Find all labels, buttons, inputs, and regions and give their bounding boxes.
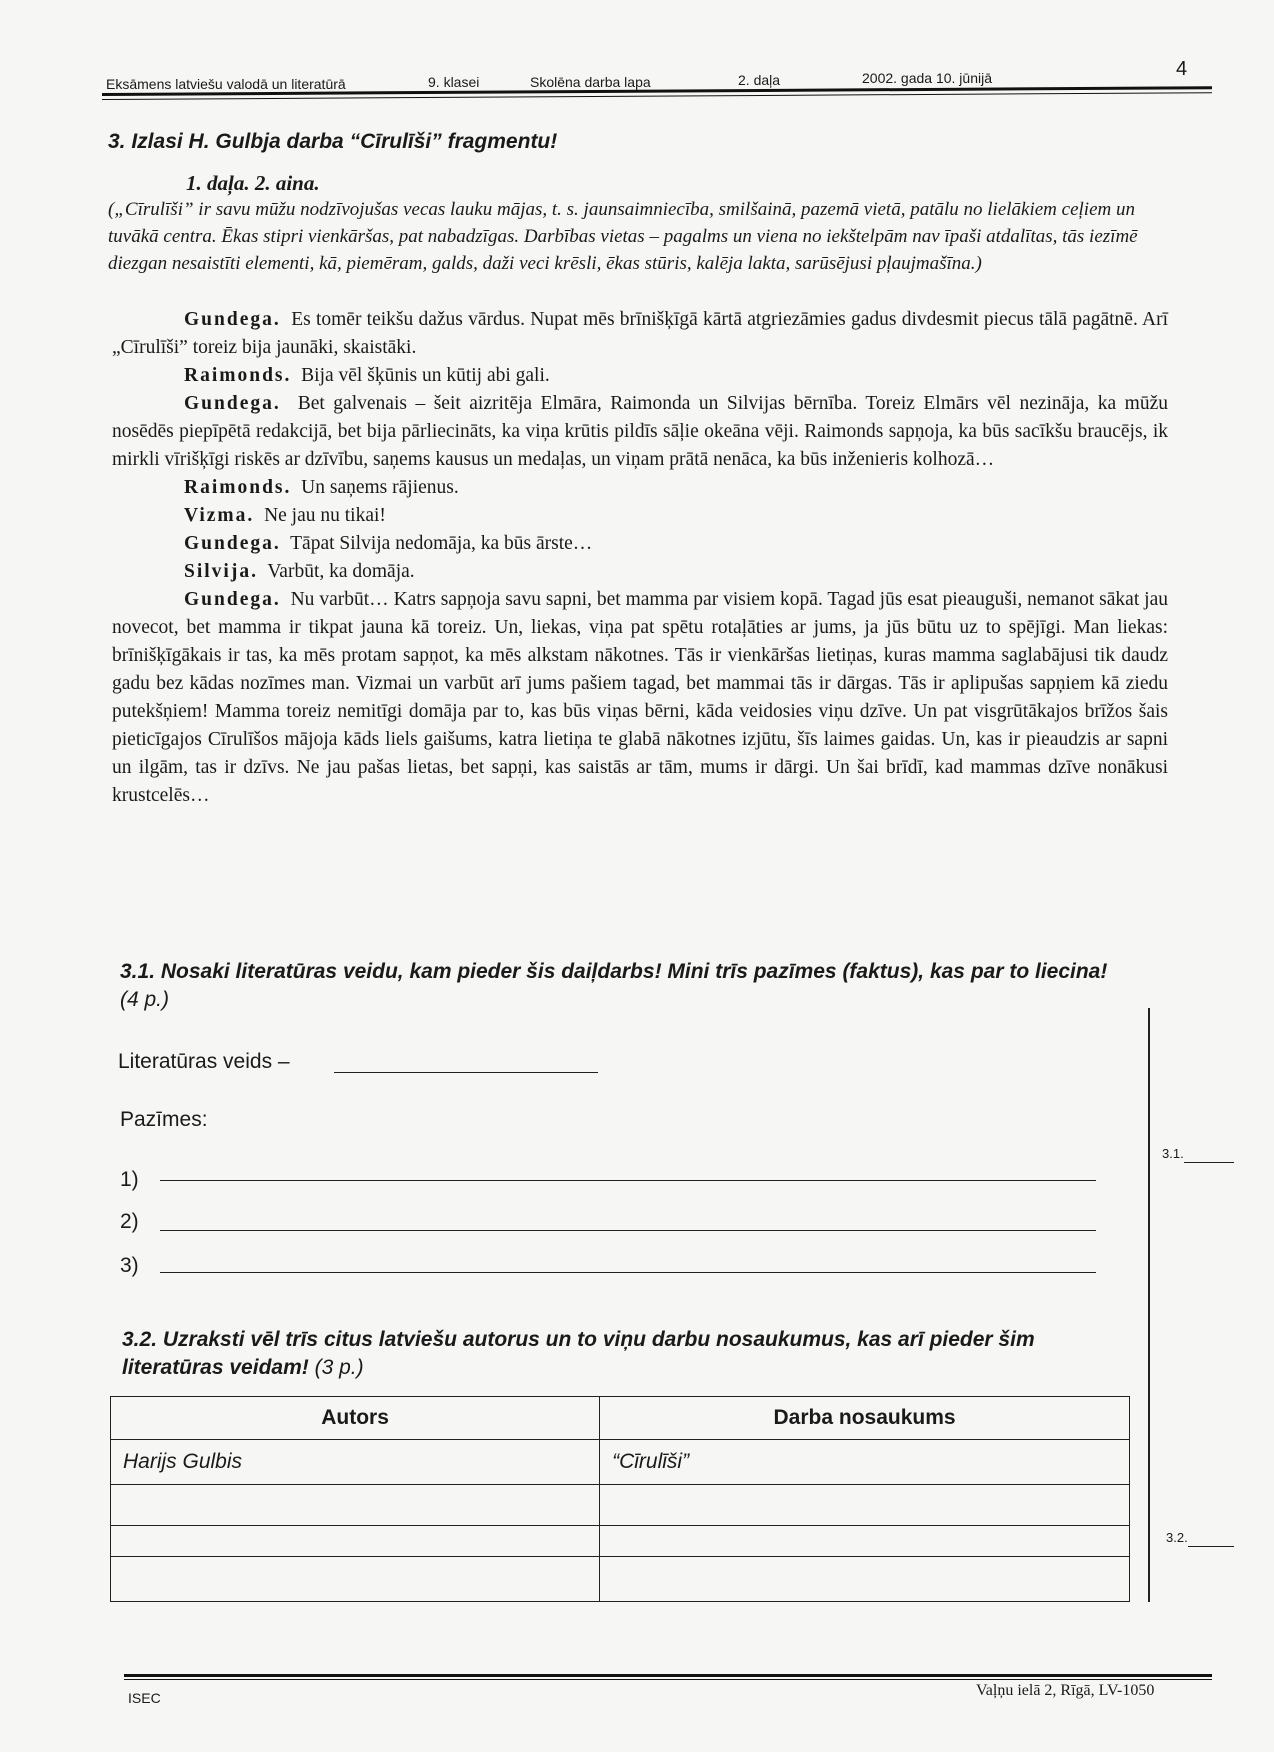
features-label: Pazīmes: [120, 1108, 208, 1131]
dialogue-line [112, 362, 1168, 390]
line-text: Bija vēl šķūnis un kūtij abi gali. [301, 365, 550, 386]
genre-label: Literatūras veids – [118, 1050, 290, 1073]
author-cell[interactable] [111, 1526, 600, 1557]
feature-answer-line-2[interactable] [160, 1230, 1096, 1231]
dialogue-line [112, 306, 1168, 362]
column-header-author: Autors [111, 1397, 600, 1440]
score-box-3-1[interactable] [1184, 1162, 1234, 1163]
work-cell[interactable]: “Cīrulīši” [600, 1440, 1130, 1485]
line-text: Ne jau nu tikai! [264, 505, 386, 526]
feature-answer-line-1[interactable] [160, 1180, 1096, 1181]
table-row [111, 1485, 1130, 1526]
question-text: 3.2. Uzraksti vēl trīs citus latviešu autorus un to viņu darbu nosaukumus, kas arī pieder šim literatūras veidam! [122, 1328, 1035, 1379]
play-excerpt [112, 306, 1168, 810]
dialogue-line [112, 502, 1168, 530]
footer-rule-thin [124, 1679, 1212, 1680]
line-text: Varbūt, ka domāja. [267, 561, 415, 582]
table-row [111, 1557, 1130, 1602]
line-text: Tāpat Silvija nedomāja, ka būs ārste… [290, 533, 593, 554]
author-cell[interactable] [111, 1557, 600, 1602]
header-date: 2002. gada 10. jūnijā [862, 70, 992, 86]
feature-item-2-label: 2) [120, 1210, 139, 1233]
task-title: 3. Izlasi H. Gulbja darba “Cīrulīši” fragmentu! [108, 130, 558, 153]
line-text: Un saņems rājienus. [301, 477, 459, 498]
line-text: Bet galvenais – šeit aizritēja Elmāra, Raimonda un Silvijas bērnība. Toreiz Elmārs vēl nezināja, ka mūžu nosēdēs piepīpētā redakcijā, bet bija pārliecināts, ka viņa krūtis pildīs sāļie okeāna vēji. Raimonds sapņoja, ka būs sacīkšu braucējs, ik mirkli vīrišķīgi riskēs ar dzīvību, saņems kausus un medaļas, un viņam prātā nenāca, ka būs inženieris kolhozā… [112, 393, 1168, 470]
genre-answer-line[interactable] [334, 1072, 598, 1073]
speaker: Silvija. [184, 561, 258, 582]
work-cell[interactable] [600, 1526, 1130, 1557]
speaker: Vizma. [184, 505, 255, 526]
question-text: 3.1. Nosaki literatūras veidu, kam pieder šis daiļdarbs! Mini trīs pazīmes (faktus), kas par to liecina! [120, 960, 1108, 983]
header-exam: Eksāmens latviešu valodā un literatūrā [106, 76, 346, 92]
question-3-1-title [120, 958, 1130, 1014]
feature-item-3-label: 3) [120, 1254, 139, 1277]
line-text: Nu varbūt… Katrs sapņoja savu sapni, bet mamma par visiem kopā. Tagad jūs esat pieauguši, nemanot sākat jau novecot, bet mamma ir tikpat jauna kā toreiz. Un, liekas, viņa pat spētu rotaļāties ar jums, ja jūs būtu uz to spējīgi. Man liekas: brīnišķīgākais ir tas, ka mēs protam sapņot, ka mēs alkstam nākotnes. Tās ir vienkāršas lietiņas, kuras mamma saglabājusi tik daudz gadu bez kādas nozīmes man. Vizmai un varbūt arī jums pašiem tagad, bet mammai tās ir dārgas. Tās ir aplipušas sapņiem kā ziedu putekšņiem! Mamma toreiz nemitīgi domāja par to, kas būs viņas bērni, kāda veidosies viņu dzīve. Un pat visgrūtākajos brīžos šais pieticīgajos Cīrulīšos mājoja kāds liels gaišums, katra lietiņa te glabā nākotnes izjūtu, šīs laimes gaidas. Un, kas ir pieaudzis ar sapni un ilgām, tas ir dzīvs. Ne jau pašas lietas, bet sapņi, kas saistās ar tām, mums ir dārgi. Un šai brīdī, kad mammas dzīve nonākusi krustcelēs… [112, 589, 1168, 806]
feature-answer-line-3[interactable] [160, 1272, 1096, 1273]
table-header-row [111, 1397, 1130, 1440]
speaker: Raimonds. [184, 477, 292, 498]
score-margin-rule [1148, 1008, 1150, 1602]
table-row [111, 1440, 1130, 1485]
dialogue-line [112, 558, 1168, 586]
footer-org: ISEC [128, 1690, 161, 1706]
speaker: Raimonds. [184, 365, 292, 386]
speaker: Gundega. [184, 589, 281, 610]
scene-heading: 1. daļa. 2. aina. [186, 171, 320, 195]
feature-item-1-label: 1) [120, 1168, 139, 1191]
question-3-2-title [122, 1326, 1132, 1382]
header-part: 2. daļa [738, 72, 781, 88]
dialogue-line [112, 586, 1168, 810]
stage-direction: („Cīrulīši” ir savu mūžu nodzīvojušas vecas lauku mājas, t. s. jaunsaimniecība, smilšainā, pazemā vietā, patālu no lielākiem ceļiem un tuvākā centra. Ēkas stipri vienkāršas, pat nabadzīgas. Darbības vietas – pagalms un viena no iekštelpām nav īpaši atdalītas, tās iezīmē diezgan nesaistīti elementi, kā, piemēram, galds, daži veci krēsli, ēkas stūris, kalēja lakta, sarūsējusi pļaujmašīna.) [108, 199, 1138, 274]
score-box-3-2[interactable] [1188, 1546, 1234, 1547]
dialogue-line [112, 474, 1168, 502]
question-points: (4 p.) [120, 988, 170, 1011]
header-grade: 9. klasei [428, 74, 480, 90]
work-cell[interactable] [600, 1557, 1130, 1602]
speaker: Gundega. [184, 309, 281, 330]
footer-rule [124, 1674, 1212, 1677]
author-cell[interactable]: Harijs Gulbis [111, 1440, 600, 1485]
speaker: Gundega. [184, 533, 281, 554]
score-box-3-2-label: 3.2. [1166, 1530, 1188, 1545]
line-text: Es tomēr teikšu dažus vārdus. Nupat mēs brīnišķīgā kārtā atgriezāmies gadus divdesmit piecus tālā pagātnē. Arī „Cīrulīši” toreiz bija jaunāki, skaistāki. [112, 309, 1168, 358]
work-cell[interactable] [600, 1485, 1130, 1526]
table-row [111, 1526, 1130, 1557]
dialogue-line [112, 530, 1168, 558]
question-points: (3 p.) [314, 1356, 364, 1379]
speaker: Gundega. [184, 393, 281, 414]
dialogue-line [112, 390, 1168, 474]
column-header-work: Darba nosaukums [600, 1397, 1130, 1440]
author-cell[interactable] [111, 1485, 600, 1526]
footer-address: Vaļņu ielā 2, Rīgā, LV-1050 [976, 1682, 1155, 1699]
score-box-3-1-label: 3.1. [1162, 1146, 1184, 1161]
authors-table [110, 1396, 1130, 1602]
header-sheet: Skolēna darba lapa [530, 74, 651, 90]
page-number: 4 [1176, 58, 1188, 80]
